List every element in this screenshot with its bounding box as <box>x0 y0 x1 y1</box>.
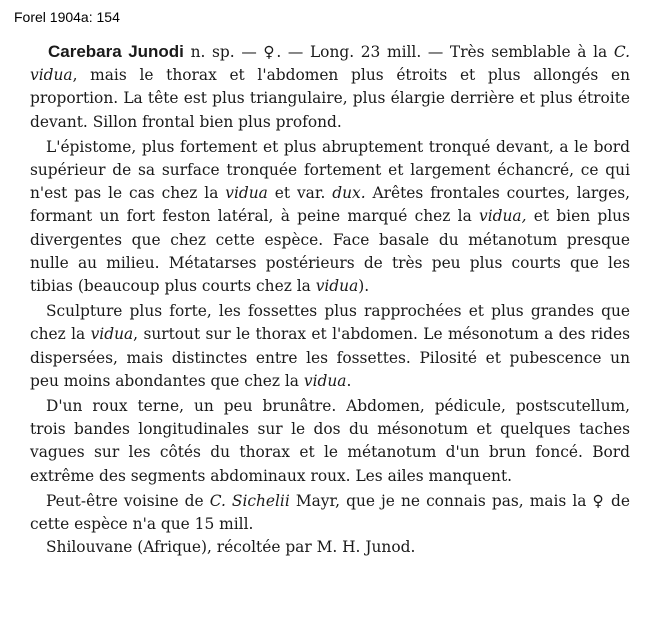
citation-label: Forel 1904a: 154 <box>14 9 120 25</box>
taxon-name: Carebara Junodi <box>48 42 184 61</box>
paragraph-diagnosis <box>30 40 630 134</box>
italic-vidua: vidua <box>303 371 347 390</box>
text-run: Arêtes frontales courtes, larges, formant un fort feston latéral, à peine marqué chez la <box>30 184 631 226</box>
text-run: L'épistome, plus fortement et plus abruptement tronqué devant, a le bord supérieur de sa surface tronquée fortement et largement échancré, ce qui n'est pas le cas chez la <box>30 137 630 203</box>
text-run: et var. <box>267 184 333 203</box>
paragraph-locality: Shilouvane (Afrique), récoltée par M. H. Junod. <box>46 538 416 557</box>
italic-dux: dux. <box>332 184 366 203</box>
diagnosis-header: n. sp. — ♀. — Long. 23 mill. — Très semblable à la <box>183 43 614 61</box>
italic-vidua: vidua <box>315 277 359 296</box>
text-run: ). <box>358 277 370 296</box>
text-run: et bien plus divergentes que chez cette espèce. Face basale du métanotum presque nulle au milieu. Métatarses postérieurs de très peu plus courts que les tibias (beaucoup plus courts chez la <box>30 207 630 296</box>
italic-vidua: vidua <box>225 184 268 203</box>
text-run: Mayr, que je ne connais pas, mais la ♀ de cette espèce n'a que 15 mill. <box>30 491 630 534</box>
italic-species-ref: C. Sichelii <box>209 491 290 510</box>
paragraph-epistome <box>30 136 630 298</box>
text-run: Peut-être voisine de <box>46 491 210 510</box>
text-run: . <box>346 371 352 390</box>
diagnosis-rest: , mais le thorax et l'abdomen plus étroits et plus allongés en proportion. La tête est plus triangulaire, plus élargie derrière et plus étroite devant. Sillon frontal bien plus profond. <box>30 66 630 131</box>
species-description <box>30 40 630 559</box>
paragraph-sculpture <box>30 300 630 393</box>
text-run: Sculpture plus forte, les fossettes plus rapprochées et plus grandes que chez la <box>30 302 630 344</box>
paragraph-coloration: D'un roux terne, un peu brunâtre. Abdomen, pédicule, postscutellum, trois bandes longitudinales sur le dos du mésonotum et quelques taches vagues sur les côtés du thorax et le métanotum d'un brun foncé. Bord extrême des segments abdominaux roux. Les ailes manquent. <box>30 397 630 485</box>
italic-vidua: vidua <box>90 325 134 344</box>
italic-vidua: vidua, <box>479 207 527 226</box>
paragraph-affinity <box>30 490 630 536</box>
text-run: , surtout sur le thorax et l'abdomen. Le mésonotum a des rides dispersées, mais distinctes entre les fossettes. Pilosité et pubescence un peu moins abondantes que chez la <box>30 325 631 390</box>
italic-genus-ref: C. vidua <box>30 43 630 85</box>
